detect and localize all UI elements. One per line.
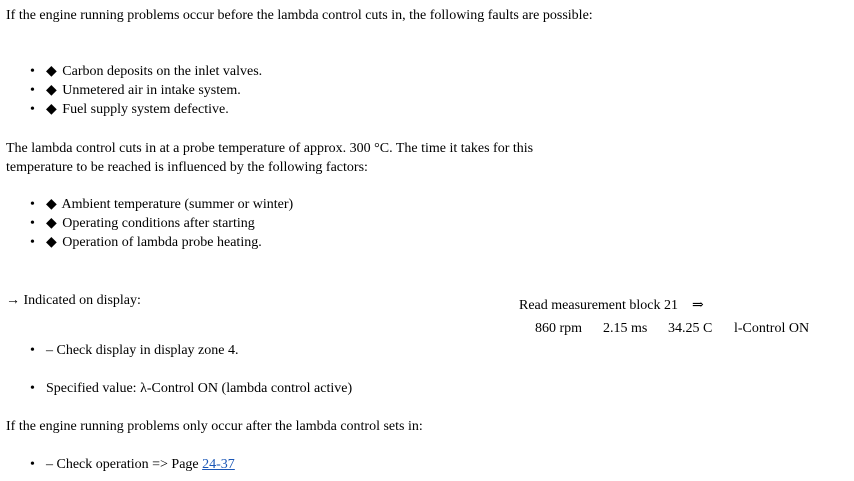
check-display-text: – Check display in display zone 4.: [46, 343, 239, 358]
diamond-icon: ◆: [46, 197, 57, 212]
list-item: [30, 81, 262, 100]
intro-paragraph-faults: If the engine running problems occur before the lambda control cuts in, the following faults are possible:: [6, 8, 593, 23]
intro-paragraph-factors: The lambda control cuts in at a probe temperature of approx. 300 °C. The time it takes for this temperature to be reached is influenced by the following factors:: [6, 141, 534, 175]
page-link[interactable]: 24-37: [202, 457, 235, 472]
list-item: [30, 100, 262, 119]
list-item: [30, 233, 293, 252]
faults-list: [30, 62, 262, 119]
factors-list: [30, 195, 293, 252]
display-value-temp: 34.25 C: [668, 321, 713, 336]
indicated-label: Indicated on display:: [23, 293, 141, 308]
check-display-list: [30, 341, 238, 360]
diamond-icon: ◆: [46, 64, 57, 79]
list-item: [30, 379, 352, 398]
list-item: [30, 62, 262, 81]
display-header: [519, 296, 704, 315]
display-value-control: l-Control ON: [734, 321, 810, 336]
list-item: [30, 341, 238, 360]
fault-text: Unmetered air in intake system.: [62, 83, 241, 98]
diamond-icon: ◆: [46, 83, 57, 98]
specified-value-text: Specified value: λ-Control ON (lambda control active): [46, 381, 353, 396]
list-item: [30, 214, 293, 233]
right-arrow-icon: →: [6, 293, 20, 308]
display-value-injection: 2.15 ms: [603, 321, 648, 336]
fault-text: Fuel supply system defective.: [62, 102, 229, 117]
list-item: [30, 455, 235, 474]
indicated-on-display: [6, 291, 141, 310]
display-value-rpm: 860 rpm: [535, 321, 583, 336]
intro-paragraph-after: If the engine running problems only occur after the lambda control sets in:: [6, 419, 423, 434]
diamond-icon: ◆: [46, 216, 57, 231]
diamond-icon: ◆: [46, 102, 57, 117]
factor-text: Operating conditions after starting: [62, 216, 255, 231]
measurement-block-title: Read measurement block 21: [519, 298, 679, 313]
factor-text: Ambient temperature (summer or winter): [61, 197, 294, 212]
check-operation-text: – Check operation => Page: [46, 457, 203, 472]
factor-text: Operation of lambda probe heating.: [62, 235, 262, 250]
check-operation-list: [30, 455, 235, 474]
list-item: [30, 195, 293, 214]
double-right-arrow-icon: ⇒: [692, 298, 704, 313]
specified-list: [30, 379, 352, 398]
diamond-icon: ◆: [46, 235, 57, 250]
fault-text: Carbon deposits on the inlet valves.: [62, 64, 263, 79]
